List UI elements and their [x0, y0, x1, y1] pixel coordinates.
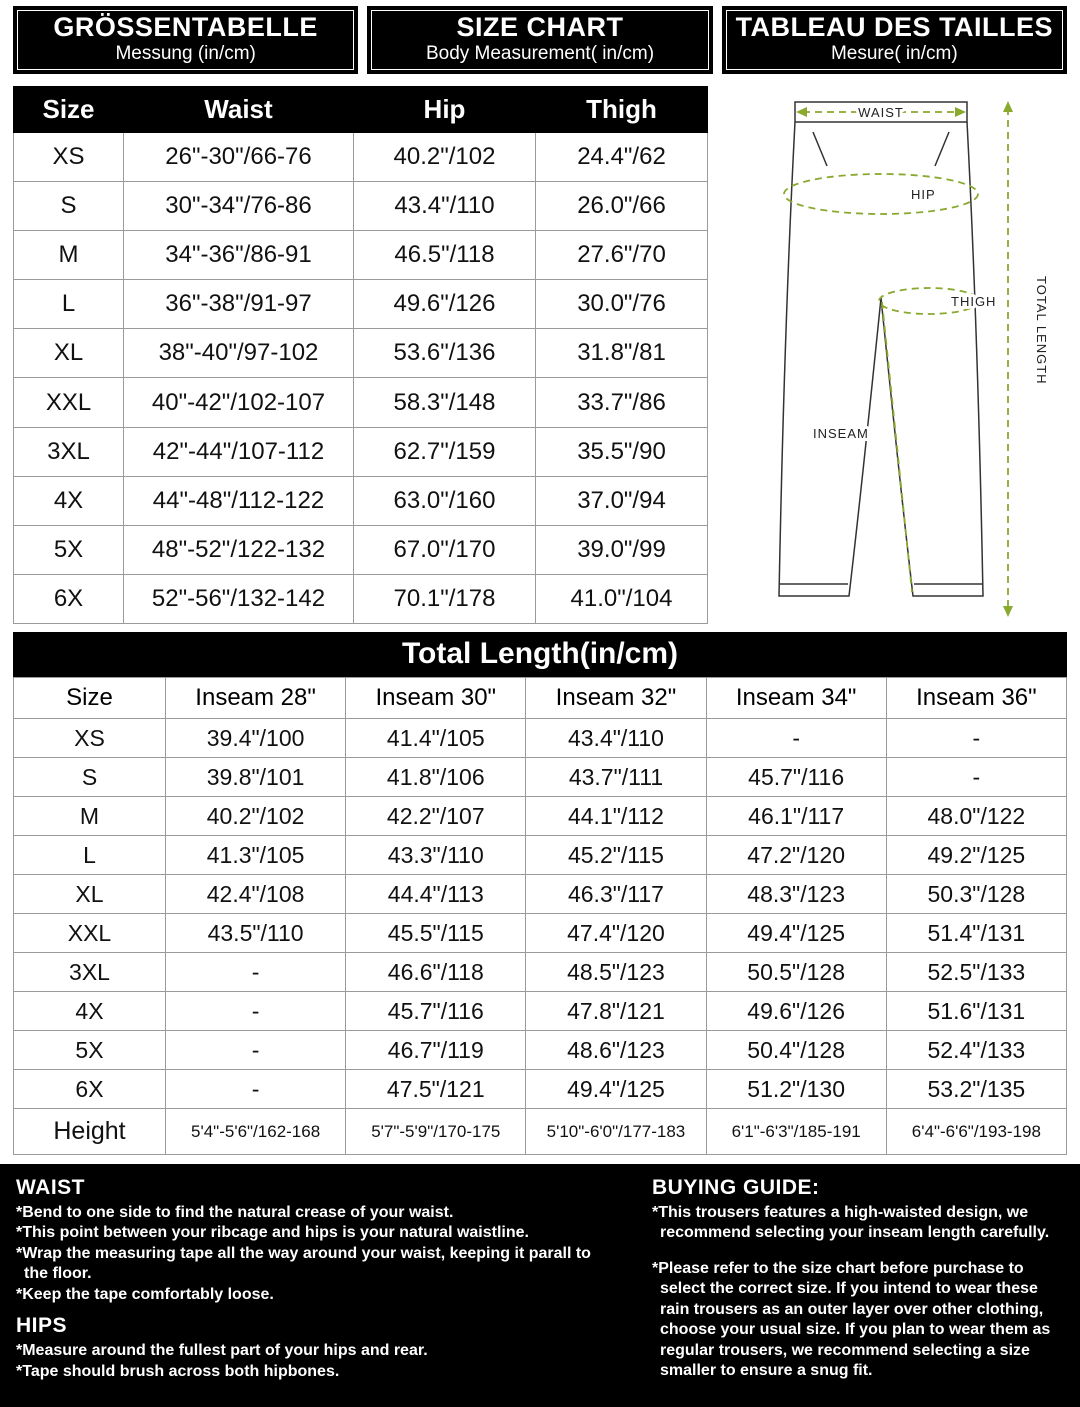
table-cell: 50.3"/128	[886, 875, 1066, 914]
waist-notes-heading: WAIST	[16, 1176, 85, 1199]
hips-note: *Measure around the fullest part of your hips and rear.	[16, 1342, 428, 1360]
table-cell: 35.5"/90	[536, 427, 708, 476]
table-cell: -	[166, 1031, 346, 1070]
table-cell: 44.4"/113	[346, 875, 526, 914]
table-cell: 5X	[14, 525, 124, 574]
table-row	[14, 525, 708, 574]
table-cell: S	[14, 758, 166, 797]
table-cell: XL	[14, 875, 166, 914]
notes-left-column	[16, 1176, 596, 1397]
banner-german-title: GRÖSSENTABELLE	[53, 12, 318, 42]
table-header-row	[14, 87, 708, 133]
table-row	[14, 797, 1067, 836]
table-cell: 43.5"/110	[166, 914, 346, 953]
table-cell: -	[706, 719, 886, 758]
table-cell: 52.5"/133	[886, 953, 1066, 992]
table-cell: 3XL	[14, 427, 124, 476]
table-cell: 6X	[14, 574, 124, 623]
table-row	[14, 953, 1067, 992]
table-cell: 43.4"/110	[526, 719, 706, 758]
table-cell: 5'10"-6'0"/177-183	[526, 1109, 706, 1155]
table-cell: L	[14, 280, 124, 329]
table-row	[14, 1031, 1067, 1070]
col-header-inseam-32: Inseam 32"	[526, 678, 706, 719]
table-cell: 49.6"/126	[706, 992, 886, 1031]
table-cell: 5'7"-5'9"/170-175	[346, 1109, 526, 1155]
table-cell: 40"-42"/102-107	[124, 378, 354, 427]
banner-english	[367, 6, 712, 74]
table-cell: -	[166, 992, 346, 1031]
inseam-label: INSEAM	[813, 426, 869, 441]
header-banners	[0, 0, 1080, 78]
table-row	[14, 758, 1067, 797]
table-cell: 6'1"-6'3"/185-191	[706, 1109, 886, 1155]
hips-note: *Tape should brush across both hipbones.	[16, 1362, 340, 1380]
table-cell: 48"-52"/122-132	[124, 525, 354, 574]
waist-note: *Keep the tape comfortably loose.	[16, 1285, 274, 1303]
table-cell: XS	[14, 133, 124, 182]
table-cell: -	[166, 1070, 346, 1109]
table-cell: 42.4"/108	[166, 875, 346, 914]
table-cell: 43.7"/111	[526, 758, 706, 797]
table-cell: 49.6"/126	[354, 280, 536, 329]
table-cell: 38"-40"/97-102	[124, 329, 354, 378]
table-cell: 46.5"/118	[354, 231, 536, 280]
body-measurement-section	[0, 78, 1080, 624]
table-row	[14, 329, 708, 378]
table-cell: 47.2"/120	[706, 836, 886, 875]
banner-english-inner	[371, 10, 708, 70]
table-cell: S	[14, 182, 124, 231]
col-header-hip: Hip	[354, 87, 536, 133]
table-cell: 42"-44"/107-112	[124, 427, 354, 476]
table-cell: 5'4"-5'6"/162-168	[166, 1109, 346, 1155]
table-cell: 51.6"/131	[886, 992, 1066, 1031]
table-row	[14, 875, 1067, 914]
table-cell: 43.4"/110	[354, 182, 536, 231]
table-cell: XL	[14, 329, 124, 378]
height-row-label: Height	[14, 1109, 166, 1155]
table-cell: 3XL	[14, 953, 166, 992]
col-header-size: Size	[14, 678, 166, 719]
table-row	[14, 992, 1067, 1031]
buying-guide-paragraph: *This trousers features a high-waisted design, we recommend selecting your inseam length carefully.	[652, 1204, 1050, 1242]
table-cell: 45.7"/116	[346, 992, 526, 1031]
table-cell: -	[886, 758, 1066, 797]
table-row	[14, 836, 1067, 875]
buying-guide-paragraph: *Please refer to the size chart before purchase to select the correct size. If you intend to wear these rain trousers as an outer layer over other clothing, choose your usual size. If you plan to wear them as regular trousers, we recommend selecting a size smaller to ensure a snug fit.	[652, 1259, 1051, 1380]
table-cell: 62.7"/159	[354, 427, 536, 476]
table-row	[14, 182, 708, 231]
hips-notes-block	[16, 1314, 596, 1382]
banner-french-inner	[726, 10, 1063, 70]
waist-note: *This point between your ribcage and hips is your natural waistline.	[16, 1224, 529, 1242]
table-cell: 46.6"/118	[346, 953, 526, 992]
table-cell: 63.0"/160	[354, 476, 536, 525]
table-cell: 44"-48"/112-122	[124, 476, 354, 525]
table-row	[14, 378, 708, 427]
table-cell: 44.1"/112	[526, 797, 706, 836]
banner-english-subtitle: Body Measurement( in/cm)	[425, 43, 655, 64]
table-cell: 51.2"/130	[706, 1070, 886, 1109]
banner-french-title: TABLEAU DES TAILLES	[735, 12, 1054, 42]
banner-french-subtitle: Mesure( in/cm)	[830, 43, 958, 64]
table-cell: 67.0"/170	[354, 525, 536, 574]
table-cell: 46.3"/117	[526, 875, 706, 914]
col-header-inseam-30: Inseam 30"	[346, 678, 526, 719]
table-row	[14, 1070, 1067, 1109]
buying-guide-heading: BUYING GUIDE:	[652, 1176, 820, 1199]
table-cell: 41.8"/106	[346, 758, 526, 797]
total-length-arrow-top	[1003, 101, 1013, 112]
table-cell: 6'4"-6'6"/193-198	[886, 1109, 1066, 1155]
table-cell: 49.4"/125	[706, 914, 886, 953]
body-measurement-table	[13, 86, 708, 624]
table-cell: M	[14, 231, 124, 280]
table-cell: 31.8"/81	[536, 329, 708, 378]
table-cell: 70.1"/178	[354, 574, 536, 623]
table-cell: 41.3"/105	[166, 836, 346, 875]
table-cell: 45.5"/115	[346, 914, 526, 953]
table-cell: 30"-34"/76-86	[124, 182, 354, 231]
table-cell: 6X	[14, 1070, 166, 1109]
table-cell: 33.7"/86	[536, 378, 708, 427]
waist-arrow-left	[796, 107, 807, 117]
table-cell: 26"-30"/66-76	[124, 133, 354, 182]
table-cell: 47.5"/121	[346, 1070, 526, 1109]
table-cell: L	[14, 836, 166, 875]
table-cell: 53.6"/136	[354, 329, 536, 378]
total-length-label: TOTAL LENGTH	[1034, 276, 1049, 385]
thigh-label: THIGH	[951, 294, 997, 309]
banner-german-inner	[17, 10, 354, 70]
measurement-notes	[0, 1164, 1080, 1407]
table-cell: 45.7"/116	[706, 758, 886, 797]
table-cell: 48.5"/123	[526, 953, 706, 992]
table-header-row	[14, 678, 1067, 719]
table-cell: 48.3"/123	[706, 875, 886, 914]
table-cell: -	[166, 953, 346, 992]
pants-outline	[779, 102, 983, 596]
table-cell: 41.0"/104	[536, 574, 708, 623]
total-length-arrow-bottom	[1003, 606, 1013, 617]
table-cell: 40.2"/102	[354, 133, 536, 182]
table-cell: 48.0"/122	[886, 797, 1066, 836]
table-cell: 45.2"/115	[526, 836, 706, 875]
hips-notes-heading: HIPS	[16, 1314, 68, 1338]
table-cell: 43.3"/110	[346, 836, 526, 875]
table-cell: 49.2"/125	[886, 836, 1066, 875]
table-cell: 52"-56"/132-142	[124, 574, 354, 623]
table-cell: 46.1"/117	[706, 797, 886, 836]
table-cell: M	[14, 797, 166, 836]
table-cell: 47.8"/121	[526, 992, 706, 1031]
table-cell: 26.0"/66	[536, 182, 708, 231]
hip-measure-ellipse	[784, 174, 978, 214]
table-cell: 27.6"/70	[536, 231, 708, 280]
col-header-inseam-36: Inseam 36"	[886, 678, 1066, 719]
col-header-inseam-34: Inseam 34"	[706, 678, 886, 719]
table-cell: 34"-36"/86-91	[124, 231, 354, 280]
banner-german	[13, 6, 358, 74]
waist-note: *Wrap the measuring tape all the way around your waist, keeping it parall to the floor.	[16, 1244, 591, 1283]
waist-label: WAIST	[858, 105, 904, 120]
table-cell: 5X	[14, 1031, 166, 1070]
table-cell: 58.3"/148	[354, 378, 536, 427]
pants-diagram-svg	[715, 86, 1060, 624]
table-cell: XS	[14, 719, 166, 758]
table-cell: 24.4"/62	[536, 133, 708, 182]
hip-label: HIP	[911, 187, 936, 202]
table-cell: -	[886, 719, 1066, 758]
table-row	[14, 476, 708, 525]
pants-measurement-diagram	[708, 86, 1067, 624]
table-cell: 53.2"/135	[886, 1070, 1066, 1109]
table-cell: 50.4"/128	[706, 1031, 886, 1070]
col-header-waist: Waist	[124, 87, 354, 133]
table-row	[14, 280, 708, 329]
table-cell: 52.4"/133	[886, 1031, 1066, 1070]
table-row	[14, 427, 708, 476]
col-header-inseam-28: Inseam 28"	[166, 678, 346, 719]
col-header-thigh: Thigh	[536, 87, 708, 133]
total-length-section	[0, 624, 1080, 1155]
table-cell: 41.4"/105	[346, 719, 526, 758]
banner-english-title: SIZE CHART	[456, 12, 624, 42]
col-header-size: Size	[14, 87, 124, 133]
table-cell: 36"-38"/91-97	[124, 280, 354, 329]
total-length-table	[13, 677, 1067, 1155]
banner-german-subtitle: Messung (in/cm)	[115, 43, 256, 64]
table-cell: 47.4"/120	[526, 914, 706, 953]
table-cell: XXL	[14, 378, 124, 427]
table-cell: 39.8"/101	[166, 758, 346, 797]
table-cell: 39.0"/99	[536, 525, 708, 574]
table-cell: 50.5"/128	[706, 953, 886, 992]
table-row	[14, 719, 1067, 758]
table-cell: 48.6"/123	[526, 1031, 706, 1070]
table-cell: 30.0"/76	[536, 280, 708, 329]
table-cell: 46.7"/119	[346, 1031, 526, 1070]
height-row	[14, 1109, 1067, 1155]
total-length-title: Total Length(in/cm)	[13, 632, 1067, 677]
waist-arrow-right	[955, 107, 966, 117]
table-cell: 51.4"/131	[886, 914, 1066, 953]
table-row	[14, 574, 708, 623]
table-cell: 4X	[14, 992, 166, 1031]
table-cell: 49.4"/125	[526, 1070, 706, 1109]
table-cell: XXL	[14, 914, 166, 953]
table-row	[14, 231, 708, 280]
table-cell: 37.0"/94	[536, 476, 708, 525]
table-cell: 39.4"/100	[166, 719, 346, 758]
table-row	[14, 133, 708, 182]
waist-note: *Bend to one side to find the natural crease of your waist.	[16, 1204, 454, 1221]
table-cell: 40.2"/102	[166, 797, 346, 836]
notes-right-column	[652, 1176, 1062, 1397]
table-cell: 42.2"/107	[346, 797, 526, 836]
banner-french	[722, 6, 1067, 74]
table-cell: 4X	[14, 476, 124, 525]
table-row	[14, 914, 1067, 953]
